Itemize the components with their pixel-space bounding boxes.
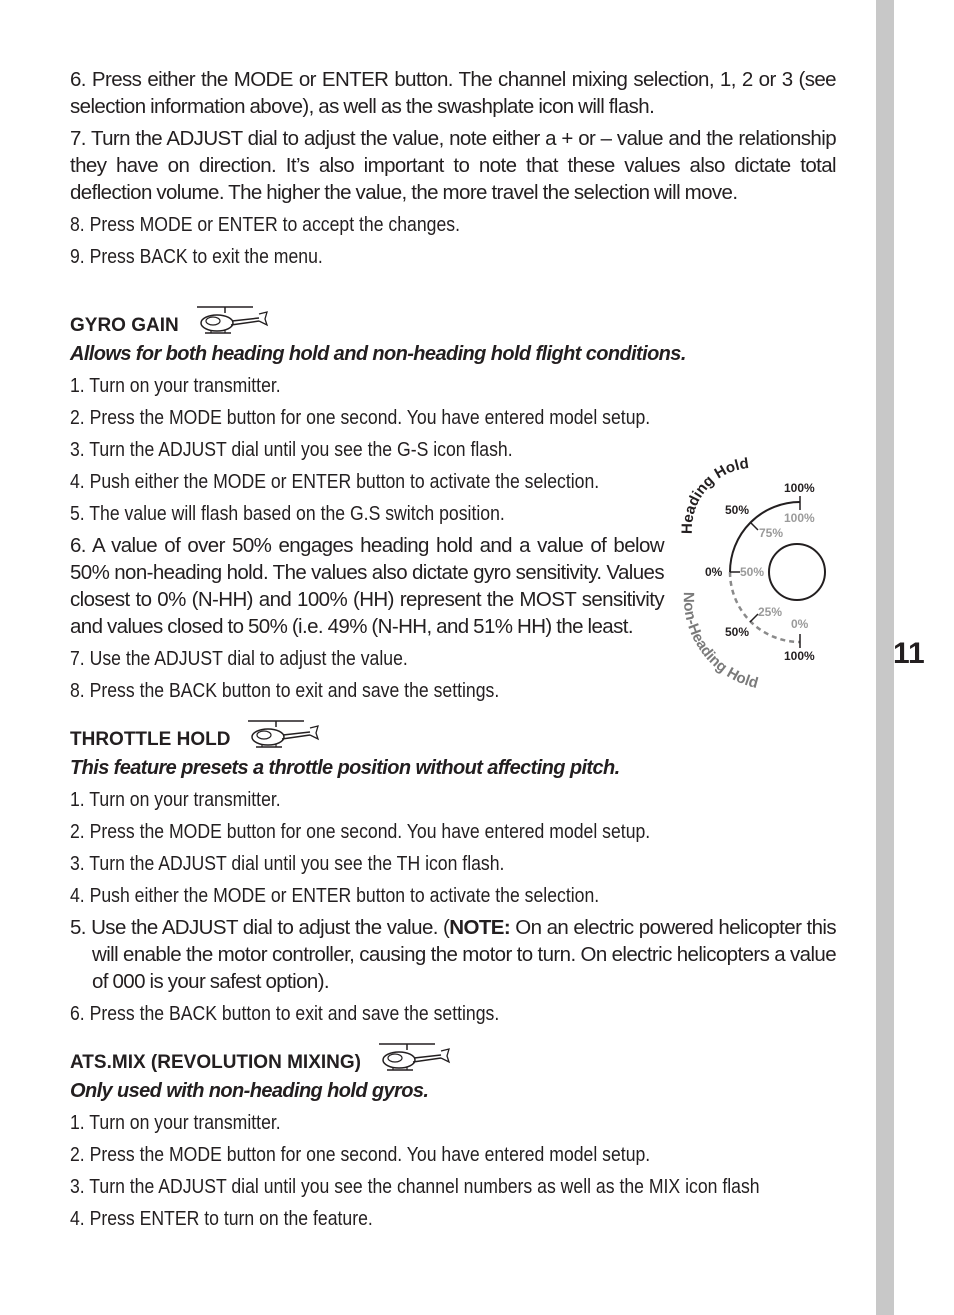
gyro-gain-subtitle: Allows for both heading hold and non-heading hold flight conditions. [70,343,686,365]
helicopter-icon [246,719,320,751]
intro-step-7: 7. Turn the ADJUST dial to adjust the value, note either a + or – value and the relationship they have on direction. It’s also important to note that these values also dictate total deflection volume. The higher the value, the more travel the selection will move. [70,127,836,204]
throttle-step: 2. Press the MODE button for one second. You have entered model setup. [70,820,651,843]
ats-mix-heading [70,1042,836,1074]
gain-75-label: 75% [759,526,784,540]
throttle-hold-title: THROTTLE HOLD [70,729,231,750]
gyro-step: 6. A value of over 50% engages heading hold and a value of below 50% non-heading hold. The values also dictate gyro sensitivity. Values closest to 0% (N-HH) and 100% (HH) represent the MOST sensitivity and values closed to 50% (i.e. 49% (N-HH, and 51% HH) the least. [70,534,664,638]
ats-step: 4. Press ENTER to turn on the feature. [70,1207,373,1230]
intro-step-8: 8. Press MODE or ENTER to accept the changes. [70,213,460,236]
throttle-hold-subtitle: This feature presets a throttle position without affecting pitch. [70,757,620,779]
intro-step-6: 6. Press either the MODE or ENTER button. The channel mixing selection, 1, 2 or 3 (see selection information above), as well as the swashplate icon will flash. [70,68,836,118]
gain-25-label: 25% [758,605,783,619]
zero-label: 0% [705,565,723,579]
gyro-step: 7. Use the ADJUST dial to adjust the value. [70,647,408,670]
gyro-gain-title: GYRO GAIN [70,315,179,336]
gyro-stick-circle [769,544,825,600]
nhh-50-label: 50% [725,625,750,639]
helicopter-icon [377,1042,451,1074]
gyro-gain-diagram [672,452,842,692]
gain-0-label: 0% [791,617,809,631]
throttle-step: 6. Press the BACK button to exit and save the settings. [70,1002,500,1025]
gyro-step: 8. Press the BACK button to exit and save the settings. [70,679,500,702]
ats-mix-title: ATS.MIX (REVOLUTION MIXING) [70,1052,361,1073]
intro-step-9: 9. Press BACK to exit the menu. [70,245,323,268]
page-edge-bar [876,0,894,1315]
hh-50-label: 50% [725,503,750,517]
ats-mix-subtitle: Only used with non-heading hold gyros. [70,1080,429,1102]
gyro-step: 1. Turn on your transmitter. [70,374,281,397]
gain-50-label: 50% [740,565,765,579]
throttle-hold-heading [70,719,836,751]
note-label: NOTE: [449,916,511,939]
throttle-step-5: 5. Use the ADJUST dial to adjust the value. (NOTE: On an electric powered helicopter this will enable the motor controller, causing the motor to turn. On electric helicopters a value of 000 is your safest option). [70,916,837,993]
page-number: 11 [893,637,925,670]
gain-100-label: 100% [784,511,815,525]
ats-step: 1. Turn on your transmitter. [70,1111,281,1134]
gyro-step: 5. The value will flash based on the G.S switch position. [70,502,505,525]
throttle-step: 1. Turn on your transmitter. [70,788,281,811]
heading-hold-label: Heading Hold [678,454,750,535]
hh-100-label: 100% [784,481,815,495]
helicopter-icon [195,305,269,337]
throttle-step: 4. Push either the MODE or ENTER button to activate the selection. [70,884,600,907]
gyro-step: 2. Press the MODE button for one second. You have entered model setup. [70,406,651,429]
non-heading-hold-label: Non-Heading Hold [679,591,760,692]
gyro-gain-heading [70,305,836,337]
ats-step: 2. Press the MODE button for one second. You have entered model setup. [70,1143,651,1166]
nhh-100-label: 100% [784,649,815,663]
throttle-step: 3. Turn the ADJUST dial until you see the TH icon flash. [70,852,505,875]
ats-step: 3. Turn the ADJUST dial until you see the channel numbers as well as the MIX icon flash [70,1175,760,1198]
gyro-step: 3. Turn the ADJUST dial until you see the G-S icon flash. [70,438,513,461]
gyro-step: 4. Push either the MODE or ENTER button to activate the selection. [70,470,600,493]
